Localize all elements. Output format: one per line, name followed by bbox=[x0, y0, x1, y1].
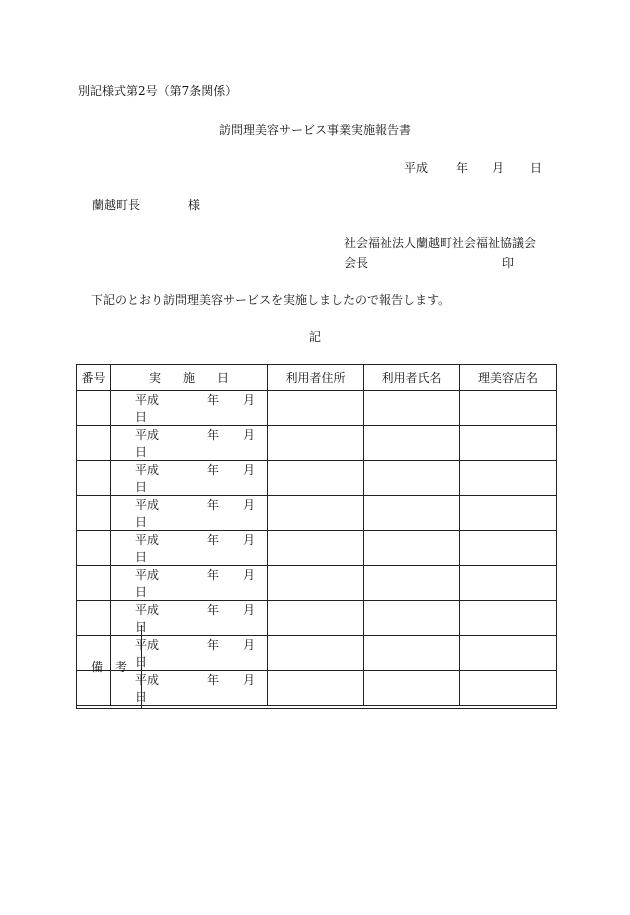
page-title: 訪問理美容サービス事業実施報告書 bbox=[218, 123, 411, 137]
row-date-year: 年 bbox=[206, 673, 219, 687]
sender-position bbox=[344, 257, 514, 269]
row-date-era: 平成 bbox=[134, 603, 159, 617]
statement: 下記のとおり訪問理美容サービスを実施しましたので報告します。 bbox=[91, 293, 451, 307]
table-row bbox=[77, 496, 557, 531]
row-date-cell[interactable] bbox=[111, 566, 268, 601]
row-date-month: 月 bbox=[242, 673, 255, 687]
table-row bbox=[77, 531, 557, 566]
row-date-day: 日 bbox=[134, 445, 147, 459]
header-date-char: 実 bbox=[148, 371, 161, 385]
row-date-era: 平成 bbox=[134, 393, 159, 407]
row-address-cell[interactable] bbox=[268, 391, 364, 426]
row-date-month: 月 bbox=[242, 393, 255, 407]
row-address-cell[interactable] bbox=[268, 566, 364, 601]
header-date bbox=[111, 365, 268, 391]
row-address-cell[interactable] bbox=[268, 426, 364, 461]
row-shop-cell[interactable] bbox=[460, 426, 557, 461]
addressee-honorific: 様 bbox=[188, 198, 201, 212]
ki-heading: 記 bbox=[308, 330, 321, 344]
row-date-cell[interactable] bbox=[111, 426, 268, 461]
row-date-day: 日 bbox=[134, 515, 147, 529]
row-number-cell[interactable] bbox=[77, 496, 111, 531]
row-address-cell[interactable] bbox=[268, 496, 364, 531]
row-date-year: 年 bbox=[206, 568, 219, 582]
row-date-day: 日 bbox=[134, 655, 147, 669]
row-number-cell[interactable] bbox=[77, 391, 111, 426]
row-date-month: 月 bbox=[242, 498, 255, 512]
row-name-cell[interactable] bbox=[364, 426, 460, 461]
row-number-cell[interactable] bbox=[77, 426, 111, 461]
table-row bbox=[77, 391, 557, 426]
row-date-era: 平成 bbox=[134, 428, 159, 442]
remarks-box bbox=[76, 625, 557, 709]
date-era: 平成 bbox=[404, 161, 429, 175]
row-number-cell[interactable] bbox=[77, 566, 111, 601]
header-name: 利用者氏名 bbox=[364, 365, 460, 391]
row-date-year: 年 bbox=[206, 498, 219, 512]
seal-mark: 印 bbox=[501, 256, 514, 270]
sender-position-label: 会長 bbox=[344, 256, 369, 270]
row-shop-cell[interactable] bbox=[460, 391, 557, 426]
addressee bbox=[92, 199, 200, 211]
row-date-era: 平成 bbox=[134, 673, 159, 687]
row-date-month: 月 bbox=[242, 638, 255, 652]
row-address-cell[interactable] bbox=[268, 531, 364, 566]
report-date bbox=[404, 162, 542, 174]
form-label: 別記様式第2号（第7条関係） bbox=[78, 84, 238, 98]
sender-organization: 社会福祉法人蘭越町社会福祉協議会 bbox=[344, 236, 537, 250]
row-date-year: 年 bbox=[206, 638, 219, 652]
header-date-char: 日 bbox=[217, 371, 230, 385]
table-header-row bbox=[77, 365, 557, 391]
row-date-day: 日 bbox=[134, 620, 147, 634]
row-date-month: 月 bbox=[242, 533, 255, 547]
addressee-name: 蘭越町長 bbox=[92, 198, 141, 212]
row-shop-cell[interactable] bbox=[460, 461, 557, 496]
row-name-cell[interactable] bbox=[364, 531, 460, 566]
row-date-day: 日 bbox=[134, 550, 147, 564]
row-shop-cell[interactable] bbox=[460, 496, 557, 531]
row-date-day: 日 bbox=[134, 480, 147, 494]
row-date-day: 日 bbox=[134, 585, 147, 599]
row-shop-cell[interactable] bbox=[460, 531, 557, 566]
row-number-cell[interactable] bbox=[77, 461, 111, 496]
row-number-cell[interactable] bbox=[77, 531, 111, 566]
row-date-day: 日 bbox=[134, 690, 147, 704]
row-shop-cell[interactable] bbox=[460, 566, 557, 601]
row-date-cell[interactable] bbox=[111, 461, 268, 496]
row-date-month: 月 bbox=[242, 428, 255, 442]
header-number: 番号 bbox=[77, 365, 111, 391]
row-date-year: 年 bbox=[206, 533, 219, 547]
table-row bbox=[77, 461, 557, 496]
table-row bbox=[77, 426, 557, 461]
table-row bbox=[77, 566, 557, 601]
row-date-year: 年 bbox=[206, 463, 219, 477]
header-shop: 理美容店名 bbox=[460, 365, 557, 391]
row-name-cell[interactable] bbox=[364, 566, 460, 601]
row-date-month: 月 bbox=[242, 463, 255, 477]
row-name-cell[interactable] bbox=[364, 391, 460, 426]
row-date-era: 平成 bbox=[134, 463, 159, 477]
row-date-cell[interactable] bbox=[111, 531, 268, 566]
row-date-cell[interactable] bbox=[111, 496, 268, 531]
row-date-era: 平成 bbox=[134, 498, 159, 512]
row-date-era: 平成 bbox=[134, 533, 159, 547]
row-date-year: 年 bbox=[206, 393, 219, 407]
date-month: 月 bbox=[492, 161, 505, 175]
date-day: 日 bbox=[530, 161, 543, 175]
header-date-char: 施 bbox=[182, 371, 195, 385]
row-name-cell[interactable] bbox=[364, 461, 460, 496]
row-date-month: 月 bbox=[242, 568, 255, 582]
row-name-cell[interactable] bbox=[364, 496, 460, 531]
row-date-day: 日 bbox=[134, 410, 147, 424]
row-date-cell[interactable] bbox=[111, 391, 268, 426]
header-address: 利用者住所 bbox=[268, 365, 364, 391]
remarks-label: 備 考 bbox=[77, 625, 142, 708]
row-date-year: 年 bbox=[206, 428, 219, 442]
row-date-era: 平成 bbox=[134, 568, 159, 582]
row-date-era: 平成 bbox=[134, 638, 159, 652]
row-address-cell[interactable] bbox=[268, 461, 364, 496]
date-year: 年 bbox=[456, 161, 469, 175]
row-date-month: 月 bbox=[242, 603, 255, 617]
row-date-year: 年 bbox=[206, 603, 219, 617]
